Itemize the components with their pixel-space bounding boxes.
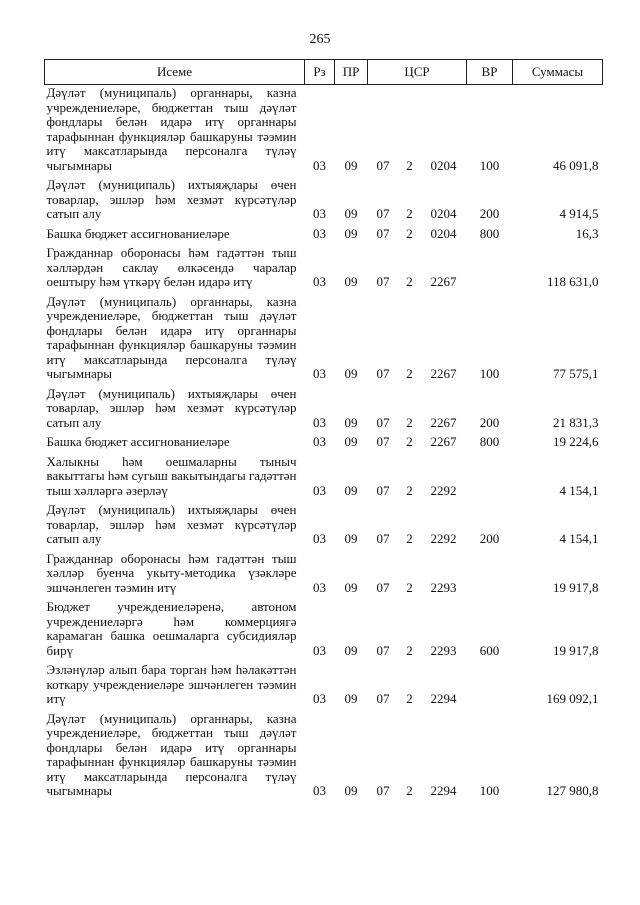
row-name: Гражданнар оборонасы һәм гадәттән тыш хәлләр буенча укыту-методика үзәкләре эшчәнлеген тәэмин итү (46, 550, 297, 595)
row-vr: 200 (479, 414, 500, 430)
row-rz: 03 (313, 691, 326, 706)
row-csr-part2: 2 (406, 274, 413, 289)
row-csr-part2: 2 (406, 783, 413, 798)
table-row (45, 709, 603, 801)
row-name: Дәүләт (муниципаль) ихтыяҗлары өчен товарлар, эшләр һәм хезмәт күрсәтүләр сатып алу (46, 502, 297, 546)
row-csr-part2: 2 (406, 157, 413, 173)
row-pr: 09 (344, 642, 358, 658)
table-row (45, 384, 603, 433)
row-vr: 600 (479, 642, 500, 658)
row-pr: 09 (344, 225, 358, 241)
row-rz: 03 (313, 434, 326, 449)
row-pr: 09 (344, 434, 358, 449)
row-csr-part1: 07 (376, 157, 390, 173)
row-name: Дәүләт (муниципаль) ихтыяҗлары өчен товарлар, эшләр һәм хезмәт күрсәтүләр сатып алу (46, 385, 297, 430)
row-name: Дәүләт (муниципаль) органнары, казна учреждениеләре, бюджеттан тыш дәүләт фондлары белән идарә итү органнары тарафыннан функцияләр башкаруны тәэмин итү максатларында персоналга түләү чыгымнары (46, 85, 297, 173)
row-csr-part1: 07 (376, 531, 390, 546)
row-rz: 03 (313, 531, 326, 546)
header-sum: Суммасы (513, 60, 603, 85)
row-vr: 200 (479, 531, 500, 546)
row-csr-part1: 07 (376, 691, 390, 706)
row-name: Башка бюджет ассигнованиеләре (46, 434, 230, 449)
row-csr-part2: 2 (406, 691, 413, 706)
row-pr: 09 (344, 206, 358, 221)
row-csr-part2: 2 (406, 434, 413, 449)
row-csr-part3: 2267 (430, 366, 457, 381)
row-pr: 09 (344, 414, 358, 430)
row-csr-part1: 07 (376, 482, 390, 498)
table-row (45, 549, 603, 598)
row-csr-part1: 07 (376, 642, 390, 658)
header-rz: Рз (305, 60, 335, 85)
row-pr: 09 (344, 531, 358, 546)
row-vr: 800 (479, 225, 500, 241)
row-name: Халыкны һәм оешмаларны тыныч вакыттагы һәм сугыш вакытындагы гадәттән тыш хәлләргә әзерләү (46, 453, 297, 498)
row-pr: 09 (344, 157, 358, 173)
table-row (45, 597, 603, 660)
row-csr-part3: 2293 (430, 642, 457, 658)
row-csr-part3: 2293 (430, 579, 457, 595)
row-sum: 21 831,3 (553, 414, 599, 430)
row-vr: 100 (479, 157, 500, 173)
row-rz: 03 (313, 414, 326, 430)
row-sum: 4 914,5 (559, 206, 599, 221)
row-csr-part3: 2294 (430, 691, 457, 706)
row-csr-part1: 07 (376, 206, 390, 221)
row-csr-part1: 07 (376, 783, 390, 798)
table-row (45, 243, 603, 292)
row-rz: 03 (313, 366, 326, 381)
row-rz: 03 (313, 274, 326, 289)
row-csr-part1: 07 (376, 434, 390, 449)
table-row (45, 500, 603, 549)
row-rz: 03 (313, 482, 326, 498)
row-pr: 09 (344, 783, 358, 798)
row-csr-part2: 2 (406, 482, 413, 498)
row-csr-part3: 2292 (430, 482, 457, 498)
table-row (45, 175, 603, 224)
row-csr-part1: 07 (376, 579, 390, 595)
row-csr-part2: 2 (406, 642, 413, 658)
row-sum: 19 917,8 (553, 642, 599, 658)
row-rz: 03 (313, 225, 326, 241)
row-name: Эзләнүләр алып бара торган һәм һәлакәттән коткару учреждениеләре эшчәнлеген тәэмин итү (46, 662, 297, 706)
row-name: Гражданнар оборонасы һәм гадәттән тыш хәлләрдән саклау өлкәсендә чаралар оештыру һәм үткәрү белән идарә итү (46, 245, 297, 289)
table-body (45, 85, 603, 801)
row-pr: 09 (344, 366, 358, 381)
row-vr (467, 452, 513, 501)
header-name: Исеме (45, 60, 305, 85)
row-sum: 4 154,1 (559, 482, 599, 498)
row-sum: 77 575,1 (553, 366, 599, 381)
row-rz: 03 (313, 783, 326, 798)
row-csr-part2: 2 (406, 225, 413, 241)
table-row (45, 85, 603, 176)
row-name: Дәүләт (муниципаль) органнары, казна учреждениеләре, бюджеттан тыш дәүләт фондлары белән идарә итү органнары тарафыннан функцияләр башкаруны тәэмин итү максатларында персоналга түләү чыгымнары (46, 710, 297, 798)
row-rz: 03 (313, 206, 326, 221)
row-sum: 4 154,1 (559, 531, 599, 546)
table-row (45, 432, 603, 452)
row-vr: 200 (479, 206, 500, 221)
table-header-row (45, 60, 603, 85)
row-rz: 03 (313, 579, 326, 595)
table-row (45, 292, 603, 384)
row-csr-part1: 07 (376, 414, 390, 430)
header-pr: ПР (335, 60, 368, 85)
row-csr-part3: 0204 (430, 225, 457, 241)
row-vr (467, 549, 513, 598)
row-csr-part3: 0204 (430, 206, 457, 221)
row-csr-part1: 07 (376, 274, 390, 289)
row-vr: 100 (479, 366, 500, 381)
table-row (45, 660, 603, 709)
table-row (45, 224, 603, 244)
table-row (45, 452, 603, 501)
row-pr: 09 (344, 579, 358, 595)
row-csr-part3: 2292 (430, 531, 457, 546)
row-vr (467, 243, 513, 292)
header-csr: ЦСР (368, 60, 467, 85)
row-vr: 800 (479, 434, 500, 449)
row-sum: 118 631,0 (546, 274, 599, 289)
header-vr: ВР (467, 60, 513, 85)
row-rz: 03 (313, 642, 326, 658)
row-sum: 169 092,1 (546, 691, 599, 706)
row-sum: 19 224,6 (553, 434, 599, 449)
row-pr: 09 (344, 274, 358, 289)
row-csr-part2: 2 (406, 414, 413, 430)
row-pr: 09 (344, 691, 358, 706)
row-rz: 03 (313, 157, 326, 173)
row-csr-part2: 2 (406, 579, 413, 595)
row-csr-part3: 2267 (430, 274, 457, 289)
row-csr-part1: 07 (376, 366, 390, 381)
row-name: Башка бюджет ассигнованиеләре (46, 225, 230, 241)
row-sum: 46 091,8 (553, 157, 599, 173)
row-name: Дәүләт (муниципаль) органнары, казна учреждениеләре, бюджеттан тыш дәүләт фондлары белән идарә итү органнары тарафыннан функцияләр башкаруны тәэмин итү максатларында персоналга түләү чыгымнары (46, 293, 297, 381)
row-csr-part2: 2 (406, 531, 413, 546)
row-sum: 127 980,8 (546, 783, 599, 798)
row-name: Бюджет учреждениеләренә, автоном учреждениеләргә һәм коммерциягә карамаган башка оешмаларга субсидияләр бирү (46, 599, 297, 658)
row-vr (467, 660, 513, 709)
row-csr-part2: 2 (406, 366, 413, 381)
row-csr-part3: 2267 (430, 414, 457, 430)
row-csr-part3: 2267 (430, 434, 457, 449)
row-name: Дәүләт (муниципаль) ихтыяҗлары өчен товарлар, эшләр һәм хезмәт күрсәтүләр сатып алу (46, 177, 297, 221)
row-sum: 19 917,8 (553, 579, 599, 595)
row-csr-part3: 2294 (430, 783, 457, 798)
row-csr-part2: 2 (406, 206, 413, 221)
row-csr-part1: 07 (376, 225, 390, 241)
row-sum: 16,3 (575, 225, 599, 241)
row-csr-part3: 0204 (430, 157, 457, 173)
row-vr: 100 (479, 783, 500, 798)
row-pr: 09 (344, 482, 358, 498)
budget-table (44, 59, 603, 801)
page-number: 265 (309, 32, 331, 47)
